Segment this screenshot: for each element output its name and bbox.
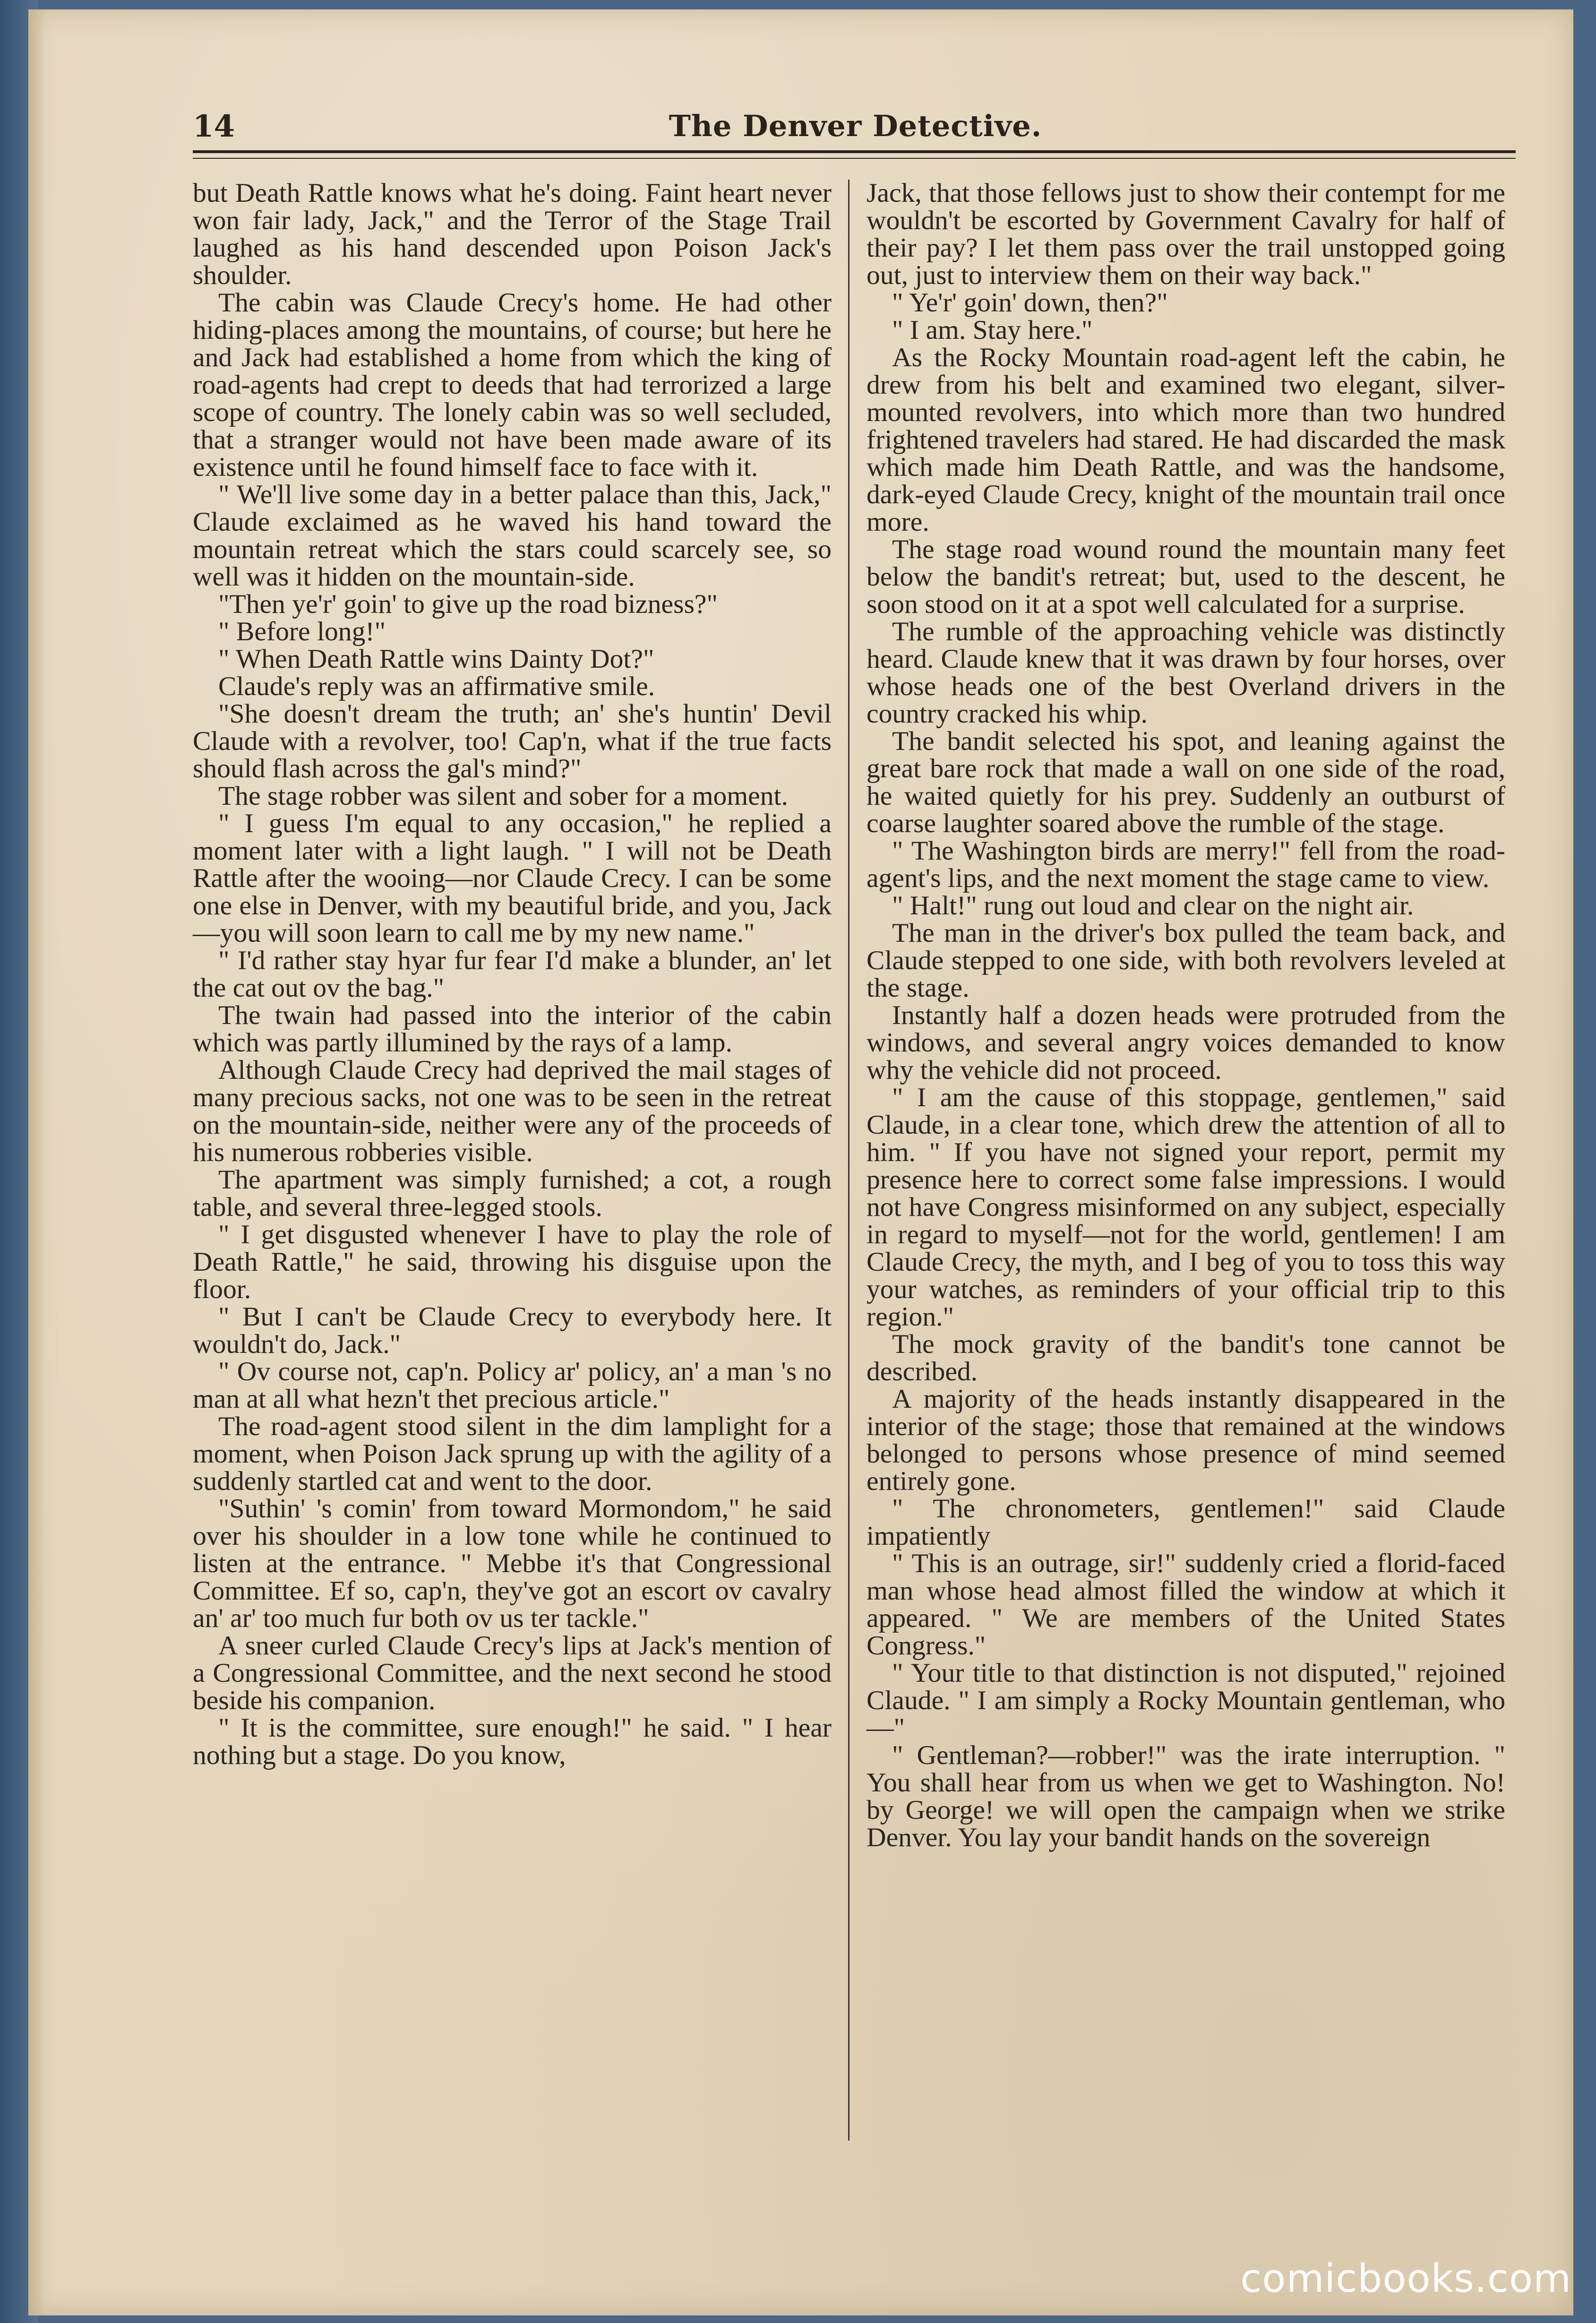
paragraph: Jack, that those fellows just to show their contempt for me wouldn't be escorted by Government Cavalry for half of their pay? I let them pass over the trail unstopped going out, just to interview them on their way back." — [867, 178, 1505, 290]
paragraph: The stage road wound round the mountain many feet below the bandit's retreat; but, used to the descent, he soon stood on it at a spot well calculated for a surprise. — [867, 534, 1505, 619]
column-divider — [848, 180, 849, 2141]
paragraph: " Halt!" rung out loud and clear on the night air. — [892, 891, 1414, 921]
paragraph: " I am the cause of this stoppage, gentlemen," said Claude, in a clear tone, which drew the attention of all to him. " If you have not signed your report, permit my presence here to correct some false impressions. I would not have Congress misinformed on any subject, especially in regard to myself—not for the world, gentlemen! I am Claude Crecy, the myth, and I beg of you to toss this way your watches, as reminders of your official trip to this region." — [867, 1083, 1505, 1332]
paragraph: but Death Rattle knows what he's doing. Faint heart never won fair lady, Jack," and the Terror of the Stage Trail laughed as his hand descended upon Poison Jack's shoulder. — [193, 178, 832, 290]
paragraph: The cabin was Claude Crecy's home. He had other hiding-places among the mountains, of course; but here he and Jack had established a home from which the king of road-agents had crept to deeds that had terrorized a large scope of country. The lonely cabin was so well secluded, that a stranger would not have been made aware of its existence until he found himself face to face with it. — [193, 288, 832, 482]
paragraph: " I'd rather stay hyar fur fear I'd make a blunder, an' let the cat out ov the bag." — [193, 946, 832, 1003]
paragraph: The stage robber was silent and sober for a moment. — [218, 781, 788, 811]
paragraph: " Your title to that distinction is not disputed," rejoined Claude. " I am simply a Rocky Mountain gentleman, who—" — [867, 1658, 1505, 1743]
masthead-title: The Denver Detective. — [669, 109, 1042, 143]
page-edge-shadow — [28, 9, 45, 2315]
paragraph: "Then ye'r' goin' to give up the road bizness?" — [218, 589, 718, 619]
paragraph: " Gentleman?—robber!" was the irate interruption. " You shall hear from us when we get to Washington. No! by George! we will open the campaign when we strike Denver. You lay your bandit hands on the sovereign — [867, 1740, 1505, 1852]
paragraph: The apartment was simply furnished; a cot, a rough table, and several three-legged stools. — [193, 1165, 832, 1222]
paragraph: The rumble of the approaching vehicle was distinctly heard. Claude knew that it was drawn by four horses, over whose heads one of the best Overland drivers in the country cracked his whip. — [867, 617, 1505, 729]
paragraph: " We'll live some day in a better palace than this, Jack," Claude exclaimed as he waved his hand toward the mountain retreat which the stars could scarcely see, so well was it hidden on the mountain-side. — [193, 480, 832, 592]
page-number: 14 — [193, 109, 235, 144]
paragraph: "Suthin' 's comin' from toward Mormondom," he said over his shoulder in a low tone while he continued to listen at the entrance. " Mebbe it's that Congressional Committee. Ef so, cap'n, they've got an escort ov cavalry an' ar' too much fur both ov us ter tackle." — [193, 1494, 832, 1633]
paragraph: The bandit selected his spot, and leaning against the great bare rock that made a wall on one side of the road, he waited quietly for his prey. Suddenly an outburst of coarse laughter soared above the rumble of the stage. — [867, 726, 1505, 838]
paragraph: Claude's reply was an affirmative smile. — [218, 671, 655, 701]
paragraph: The road-agent stood silent in the dim lamplight for a moment, when Poison Jack sprung up with the agility of a suddenly startled cat and went to the door. — [193, 1411, 832, 1496]
paragraph: " It is the committee, sure enough!" he said. " I hear nothing but a stage. Do you know, — [193, 1713, 832, 1770]
paragraph: The twain had passed into the interior of the cabin which was partly illumined by the rays of a lamp. — [193, 1000, 832, 1058]
paragraph: " This is an outrage, sir!" suddenly cried a florid-faced man whose head almost filled the window at which it appeared. " We are members of the United States Congress." — [867, 1549, 1505, 1661]
paragraph: Instantly half a dozen heads were protruded from the windows, and several angry voices demanded to know why the vehicle did not proceed. — [867, 1000, 1505, 1085]
paragraph: " The chronometers, gentlemen!" said Claude impatiently — [867, 1494, 1505, 1551]
paragraph: A sneer curled Claude Crecy's lips at Jack's mention of a Congressional Committee, and the next second he stood beside his companion. — [193, 1631, 832, 1715]
paragraph: "She doesn't dream the truth; an' she's huntin' Devil Claude with a revolver, too! Cap'n, what if the true facts should flash across the gal's mind?" — [193, 699, 832, 783]
paragraph: " When Death Rattle wins Dainty Dot?" — [218, 644, 654, 674]
paragraph: " Before long!" — [218, 617, 386, 646]
left-column — [193, 180, 832, 1769]
site-watermark: comicbooks.com — [1240, 2256, 1571, 2301]
paragraph: The man in the driver's box pulled the team back, and Claude stepped to one side, with both revolvers leveled at the stage. — [867, 918, 1505, 1003]
paragraph: " But I can't be Claude Crecy to everybody here. It wouldn't do, Jack." — [193, 1302, 832, 1359]
paragraph: As the Rocky Mountain road-agent left the cabin, he drew from his belt and examined two elegant, silver-mounted revolvers, into which more than two hundred frightened travelers had stared. He had discarded the mask which made him Death Rattle, and was the handsome, dark-eyed Claude Crecy, knight of the mountain trail once more. — [867, 343, 1505, 537]
paragraph: Although Claude Crecy had deprived the mail stages of many precious sacks, not one was to be seen in the retreat on the mountain-side, neither were any of the proceeds of his numerous robberies visible. — [193, 1055, 832, 1167]
paragraph: " I guess I'm equal to any occasion," he replied a moment later with a light laugh. " I will not be Death Rattle after the wooing—nor Claude Crecy. I can be some one else in Denver, with my beautiful bride, and you, Jack—you will soon learn to call me by my new name." — [193, 809, 832, 948]
right-column — [867, 180, 1505, 1851]
paragraph: " Ov course not, cap'n. Policy ar' policy, an' a man 's no man at all what hezn't thet precious article." — [193, 1357, 832, 1414]
paragraph: " The Washington birds are merry!" fell from the road-agent's lips, and the next moment the stage came to view. — [867, 836, 1505, 893]
paragraph: " I get disgusted whenever I have to play the role of Death Rattle," he said, throwing his disguise upon the floor. — [193, 1220, 832, 1304]
header-rule — [193, 150, 1516, 159]
page-header — [193, 105, 1518, 152]
paragraph: " Ye'r' goin' down, then?" — [892, 288, 1168, 318]
paragraph: A majority of the heads instantly disappeared in the interior of the stage; those that remained at the windows belonged to persons whose presence of mind seemed entirely gone. — [867, 1384, 1505, 1496]
paragraph: The mock gravity of the bandit's tone cannot be described. — [867, 1329, 1505, 1386]
paragraph: " I am. Stay here." — [892, 315, 1093, 345]
